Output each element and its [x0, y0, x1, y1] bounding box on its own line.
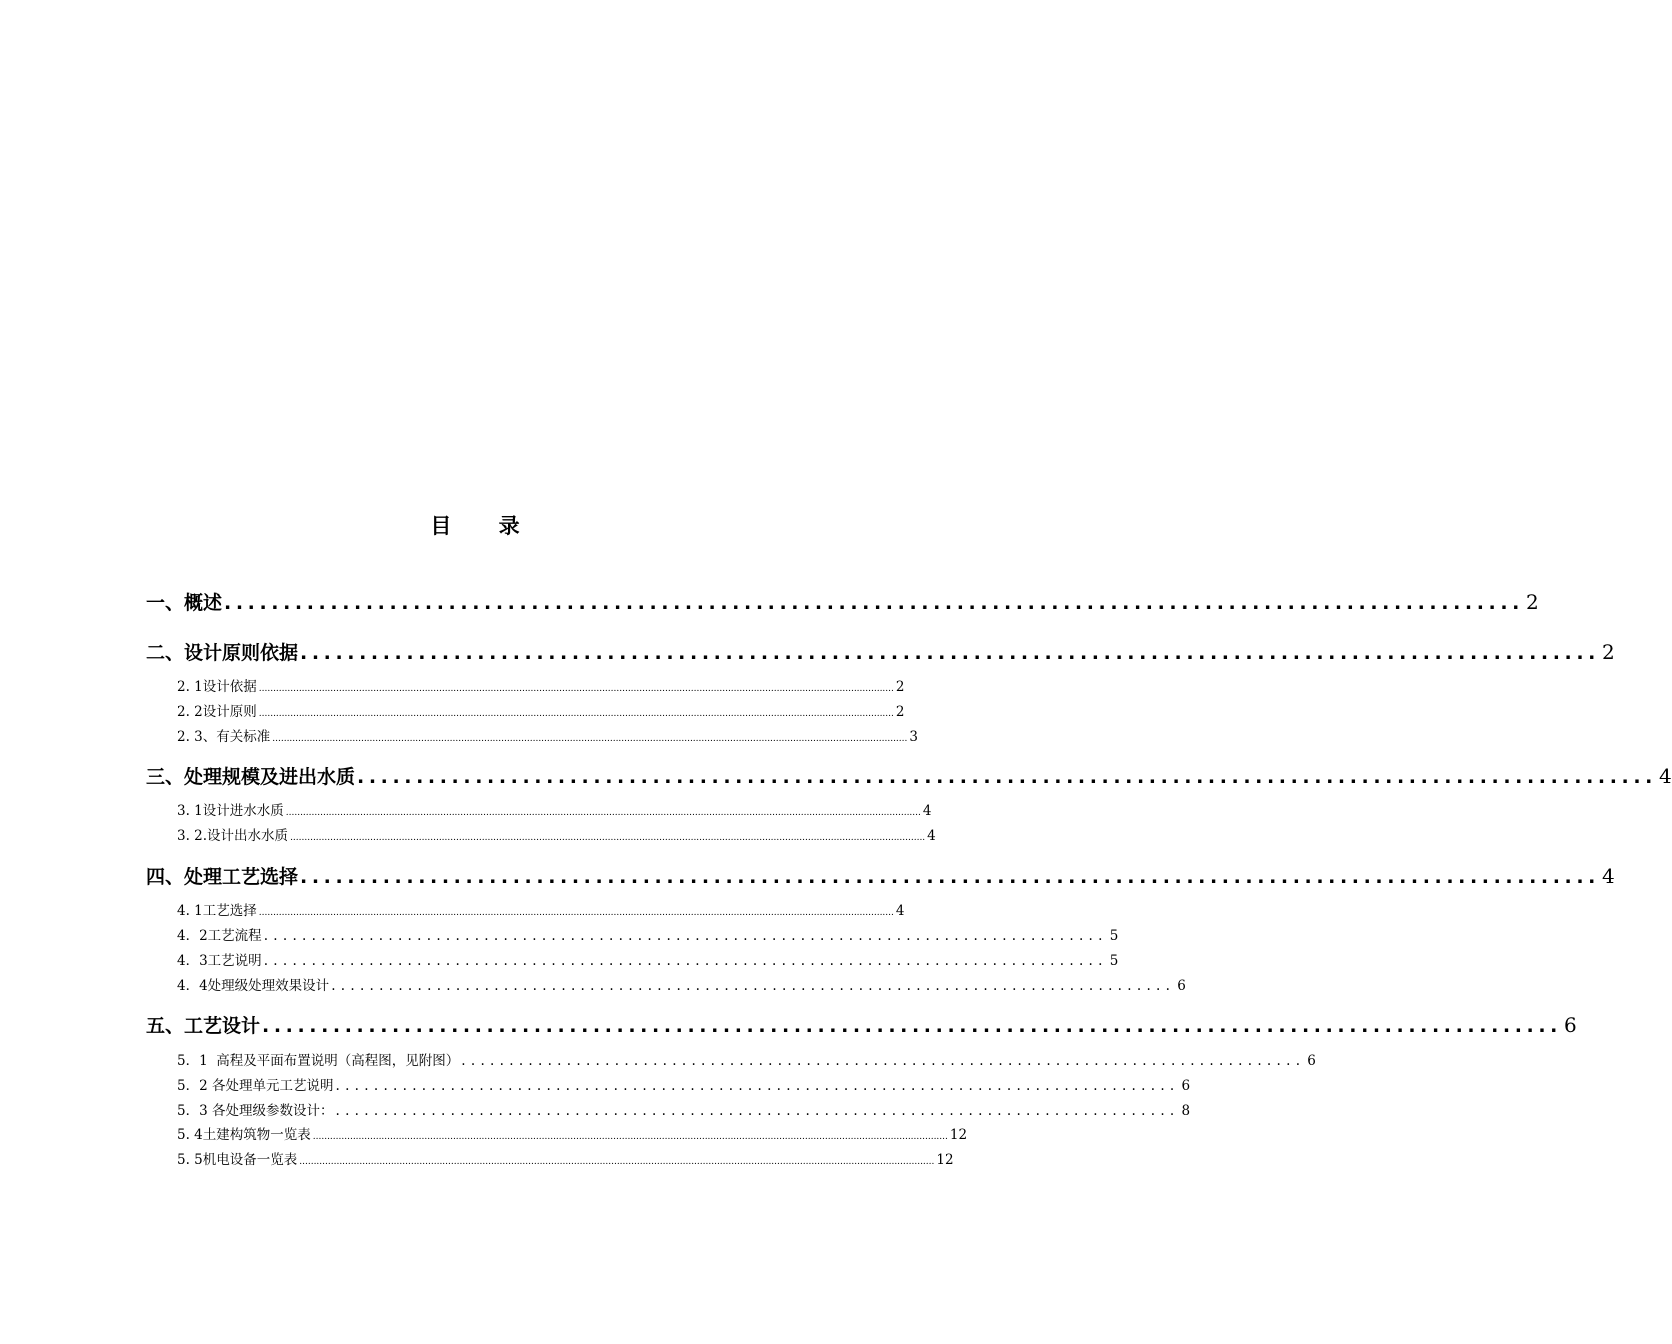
toc-entry-label: 3. 2.设计出水水质 — [177, 828, 289, 844]
toc-entry-page: 4 — [927, 828, 936, 844]
toc-entry-label: 五、工艺设计 — [146, 1015, 261, 1037]
toc-entry-3-2[interactable] — [177, 825, 936, 847]
dot-leader: ........................................................................................ — [335, 1103, 1180, 1119]
dot-leader: ........................................................................................ — [263, 953, 1108, 969]
toc-entry-page: 4 — [895, 903, 905, 919]
toc-entry-4-2[interactable] — [177, 925, 1119, 947]
toc-entry-label: 2. 3、有关标准 — [177, 729, 271, 745]
toc-entry-label: 2. 2设计原则 — [177, 704, 257, 720]
toc-entry-page: 6 — [1563, 1013, 1577, 1037]
toc-entry-5-2[interactable] — [177, 1075, 1191, 1097]
toc-entry-page: 12 — [936, 1152, 954, 1168]
dot-leader: ........................................................................................ — [263, 928, 1108, 944]
toc-entry-page: 2 — [895, 704, 905, 720]
toc-entry-2-2[interactable] — [177, 701, 905, 723]
toc-entry-label: 5．1 高程及平面布置说明（高程图，见附图） — [177, 1053, 460, 1069]
toc-entry-label: 二、设计原则依据 — [146, 642, 299, 664]
dot-leader: .............................................................................................................................................................................................................................. — [258, 684, 894, 694]
toc-entry-page: 8 — [1181, 1103, 1191, 1119]
toc-entry-5-5[interactable] — [177, 1149, 954, 1171]
toc-entry-2-3[interactable] — [177, 726, 918, 748]
toc-entry-4-1[interactable] — [177, 900, 905, 922]
toc-entry-label: 4．3工艺说明 — [177, 953, 262, 969]
dot-leader: .............................................................................................................................................................................................................................. — [312, 1132, 948, 1142]
toc-entry-scale-water-quality[interactable] — [146, 762, 1672, 790]
toc-entry-design-principles[interactable] — [146, 638, 1615, 666]
toc-entry-5-3[interactable] — [177, 1100, 1191, 1122]
toc-entry-page: 2 — [1525, 590, 1539, 614]
dot-leader: .............................................................................................................. — [357, 766, 1657, 788]
toc-entry-page: 6 — [1177, 978, 1186, 994]
toc-entry-label: 一、概述 — [146, 592, 223, 614]
toc-entry-label: 5．3 各处理级参数设计： — [177, 1103, 334, 1119]
dot-leader: .............................................................................................................................................................................................................................. — [290, 833, 926, 843]
dot-leader: ........................................................................................ — [335, 1078, 1180, 1094]
dot-leader: .............................................................................................................. — [262, 1015, 1562, 1037]
dot-leader: .............................................................................................................. — [224, 592, 1524, 614]
toc-entry-5-4[interactable] — [177, 1124, 968, 1146]
toc-entry-page: 6 — [1181, 1078, 1191, 1094]
dot-leader: .............................................................................................................................................................................................................................. — [258, 709, 894, 719]
dot-leader: ........................................................................................ — [331, 978, 1176, 994]
toc-entry-page: 5 — [1109, 928, 1119, 944]
toc-entry-page: 4 — [1601, 864, 1615, 888]
toc-entry-label: 三、处理规模及进出水质 — [146, 766, 356, 788]
toc-entry-4-4[interactable] — [177, 975, 1186, 997]
dot-leader: .............................................................................................................. — [300, 642, 1600, 664]
toc-entry-page: 5 — [1109, 953, 1119, 969]
toc-entry-label: 4．4处理级处理效果设计 — [177, 978, 330, 994]
toc-entry-3-1[interactable] — [177, 800, 932, 822]
dot-leader: .............................................................................................................................................................................................................................. — [272, 734, 908, 744]
toc-entry-label: 四、处理工艺选择 — [146, 866, 299, 888]
toc-entry-page: 4 — [922, 803, 932, 819]
toc-entry-page: 2 — [895, 679, 905, 695]
toc-entry-page: 4 — [1658, 764, 1672, 788]
toc-title: 目 录 — [430, 514, 540, 538]
toc-entry-page: 12 — [949, 1127, 968, 1143]
toc-entry-process-selection[interactable] — [146, 862, 1615, 890]
toc-entry-page: 2 — [1601, 640, 1615, 664]
toc-entry-label: 5．2 各处理单元工艺说明 — [177, 1078, 334, 1094]
toc-entry-label: 4. 1工艺选择 — [177, 903, 257, 919]
toc-entry-label: 2. 1设计依据 — [177, 679, 257, 695]
toc-entry-label: 3. 1设计进水水质 — [177, 803, 284, 819]
toc-entry-5-1[interactable] — [177, 1050, 1316, 1072]
dot-leader: .............................................................................................................................................................................................................................. — [258, 908, 894, 918]
toc-entry-overview[interactable] — [146, 588, 1539, 616]
toc-entry-4-3[interactable] — [177, 950, 1119, 972]
dot-leader: .............................................................................................................................................................................................................................. — [285, 808, 921, 818]
dot-leader: .............................................................................................................................................................................................................................. — [299, 1157, 935, 1167]
toc-entry-process-design[interactable] — [146, 1011, 1577, 1039]
toc-entry-label: 5. 5机电设备一览表 — [177, 1152, 298, 1168]
toc-entry-label: 4．2工艺流程 — [177, 928, 262, 944]
toc-entry-2-1[interactable] — [177, 676, 905, 698]
toc-entry-page: 3 — [909, 729, 918, 745]
dot-leader: .............................................................................................................. — [300, 866, 1600, 888]
toc-entry-page: 6 — [1307, 1053, 1316, 1069]
dot-leader: ........................................................................................ — [461, 1053, 1306, 1069]
toc-entry-label: 5. 4土建构筑物一览表 — [177, 1127, 311, 1143]
